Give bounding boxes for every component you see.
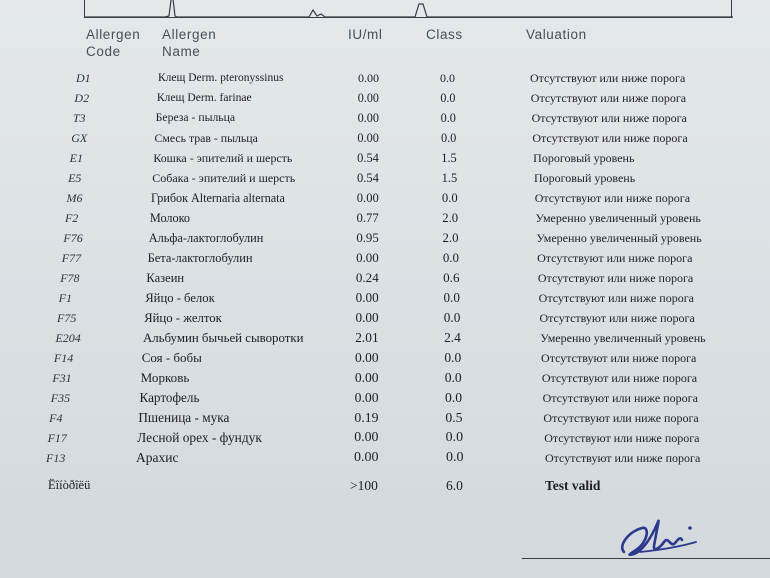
row-class-value: 0.6: [443, 270, 460, 285]
row-code: D2: [74, 91, 90, 105]
row-allergen-name: Клещ Derm. pteronyssinus: [158, 72, 284, 84]
table-row: [0, 290, 770, 310]
table-row: [0, 90, 770, 110]
row-iu-value: 0.00: [357, 91, 379, 105]
row-allergen-name: Пшеница - мука: [138, 410, 230, 425]
row-allergen-name: Соя - бобы: [141, 350, 202, 365]
row-code: GX: [71, 131, 88, 145]
row-code: E1: [69, 151, 84, 165]
control-iu: >100: [350, 478, 378, 493]
row-code: E5: [68, 171, 82, 185]
row-code: F77: [61, 251, 82, 265]
row-allergen-name: Смесь трав - пыльца: [154, 131, 258, 145]
row-allergen-name: Альфа-лактоглобулин: [148, 231, 264, 245]
row-allergen-name: Лесной орех - фундук: [137, 430, 262, 445]
row-valuation: Отсутствуют или ниже порога: [545, 451, 701, 465]
row-iu-value: 0.19: [354, 410, 379, 425]
row-code: F17: [47, 431, 67, 445]
row-class-value: 1.5: [441, 151, 457, 165]
row-class-value: 0.0: [440, 91, 456, 105]
row-iu-value: 0.00: [358, 71, 379, 85]
table-row: [0, 270, 770, 290]
row-class-value: 0.0: [442, 250, 459, 265]
row-class-value: 2.0: [442, 211, 459, 225]
row-iu-value: 0.00: [356, 250, 379, 265]
row-class-value: 1.5: [441, 171, 458, 185]
table-row: [0, 250, 770, 270]
row-valuation: Отсутствуют или ниже порога: [542, 391, 698, 405]
row-code: F75: [57, 311, 77, 325]
row-allergen-name: Яйцо - белок: [145, 291, 215, 305]
row-code: F76: [63, 231, 83, 245]
row-iu-value: 2.01: [355, 330, 379, 345]
row-code: F1: [58, 291, 72, 305]
row-valuation: Отсутствуют или ниже порога: [541, 371, 698, 385]
header-name: Allergen Name: [162, 27, 217, 59]
row-allergen-name: Клещ Derm. farinae: [156, 91, 252, 104]
row-iu-value: 0.54: [356, 171, 379, 185]
row-class-value: 2.4: [444, 330, 461, 345]
table-row: [0, 450, 770, 470]
row-allergen-name: Яйцо - желток: [144, 311, 222, 325]
row-iu-value: 0.00: [355, 310, 379, 325]
signature: [610, 506, 710, 562]
row-code: F78: [60, 271, 80, 285]
row-valuation: Умеренно увеличенный уровень: [535, 211, 701, 225]
table-row: [0, 170, 770, 190]
row-valuation: Отсутствуют или ниже порога: [543, 411, 699, 425]
row-valuation: Отсутствуют или ниже порога: [544, 431, 700, 445]
row-allergen-name: Береза - пыльца: [155, 111, 236, 124]
row-class-value: 0.0: [441, 191, 458, 205]
row-iu-value: 0.00: [355, 290, 379, 305]
table-row: [0, 70, 770, 90]
row-valuation: Отсутствуют или ниже порога: [531, 111, 687, 125]
row-class-value: 0.0: [440, 111, 456, 125]
signature-line: [522, 558, 770, 559]
header-class: Class: [426, 27, 463, 42]
row-class-value: 0.0: [445, 430, 464, 445]
row-iu-value: 0.00: [354, 450, 379, 465]
table-row: [0, 210, 770, 230]
table-row: [0, 190, 770, 210]
table-row: [0, 390, 770, 410]
row-iu-value: 0.00: [356, 191, 379, 205]
row-valuation: Пороговый уровень: [533, 171, 636, 185]
row-class-value: 0.0: [445, 390, 463, 405]
row-code: T3: [72, 111, 86, 125]
row-code: F2: [64, 211, 79, 225]
table-row: [0, 350, 770, 370]
row-iu-value: 0.24: [355, 270, 379, 285]
row-class-value: 0.0: [440, 71, 455, 85]
row-iu-value: 0.00: [354, 390, 379, 405]
control-class: 6.0: [446, 478, 463, 493]
row-iu-value: 0.77: [356, 211, 379, 225]
row-iu-value: 0.95: [356, 231, 379, 245]
row-valuation: Отсутствуют или ниже порога: [538, 291, 694, 305]
row-valuation: Отсутствуют или ниже порога: [539, 311, 695, 325]
table-row: [0, 410, 770, 430]
row-class-value: 0.0: [444, 350, 462, 365]
table-row: [0, 110, 770, 130]
row-iu-value: 0.54: [357, 151, 379, 165]
table-row: [0, 330, 770, 350]
row-valuation: Отсутствуют или ниже порога: [541, 351, 697, 365]
row-allergen-name: Картофель: [139, 390, 200, 405]
table-row: [0, 230, 770, 250]
header-iu: IU/ml: [348, 27, 383, 42]
row-code: F35: [50, 391, 71, 405]
row-class-value: 0.0: [443, 290, 460, 305]
row-code: F31: [52, 371, 72, 385]
row-code: F4: [49, 411, 63, 425]
row-allergen-name: Бета-лактоглобулин: [147, 251, 253, 265]
row-class-value: 0.0: [444, 370, 462, 385]
row-allergen-name: Казеин: [146, 271, 185, 285]
row-code: D1: [76, 71, 91, 85]
row-allergen-name: Арахис: [136, 450, 179, 465]
control-code: Ëîíòðîëü: [48, 478, 91, 492]
row-class-value: 0.0: [440, 131, 457, 145]
row-iu-value: 0.00: [357, 131, 379, 145]
header-valuation: Valuation: [526, 27, 587, 42]
row-valuation: Умеренно увеличенный уровень: [536, 231, 702, 245]
row-valuation: Отсутствуют или ниже порога: [534, 191, 691, 205]
row-class-value: 0.0: [443, 310, 461, 325]
row-code: F14: [53, 351, 74, 365]
row-iu-value: 0.00: [355, 350, 379, 365]
table-row: [0, 130, 770, 150]
row-allergen-name: Молоко: [149, 211, 191, 225]
row-allergen-name: Грибок Alternaria alternata: [151, 191, 285, 205]
table-row: [0, 430, 770, 450]
row-iu-value: 0.00: [357, 111, 379, 125]
row-class-value: 2.0: [442, 231, 459, 245]
table-row: [0, 310, 770, 330]
row-code: F13: [46, 451, 66, 465]
row-allergen-name: Собака - эпителий и шерсть: [152, 171, 296, 185]
row-allergen-name: Кошка - эпителий и шерсть: [153, 151, 293, 165]
header-code: Allergen Code: [86, 27, 141, 59]
row-class-value: 0.5: [445, 410, 463, 425]
table-row: [0, 370, 770, 390]
row-valuation: Пороговый уровень: [533, 151, 635, 165]
row-allergen-name: Альбумин бычьей сыворотки: [142, 331, 304, 345]
row-valuation: Отсутствуют или ниже порога: [532, 131, 688, 145]
row-code: M6: [66, 191, 83, 205]
histogram-frame: [84, 0, 732, 18]
row-class-value: 0.0: [446, 450, 464, 465]
table-row: [0, 150, 770, 170]
row-valuation: Отсутствуют или ниже порога: [537, 251, 693, 265]
row-valuation: Умеренно увеличенный уровень: [540, 331, 706, 345]
control-valuation: Test valid: [545, 478, 601, 493]
row-code: E204: [55, 331, 81, 345]
histogram-trace: [85, 0, 733, 18]
row-valuation: Отсутствуют или ниже порога: [530, 91, 687, 105]
row-iu-value: 0.00: [354, 370, 379, 385]
row-valuation: Отсутствуют или ниже порога: [530, 71, 686, 85]
row-valuation: Отсутствуют или ниже порога: [537, 271, 694, 285]
row-iu-value: 0.00: [354, 430, 379, 445]
row-allergen-name: Морковь: [140, 370, 190, 385]
